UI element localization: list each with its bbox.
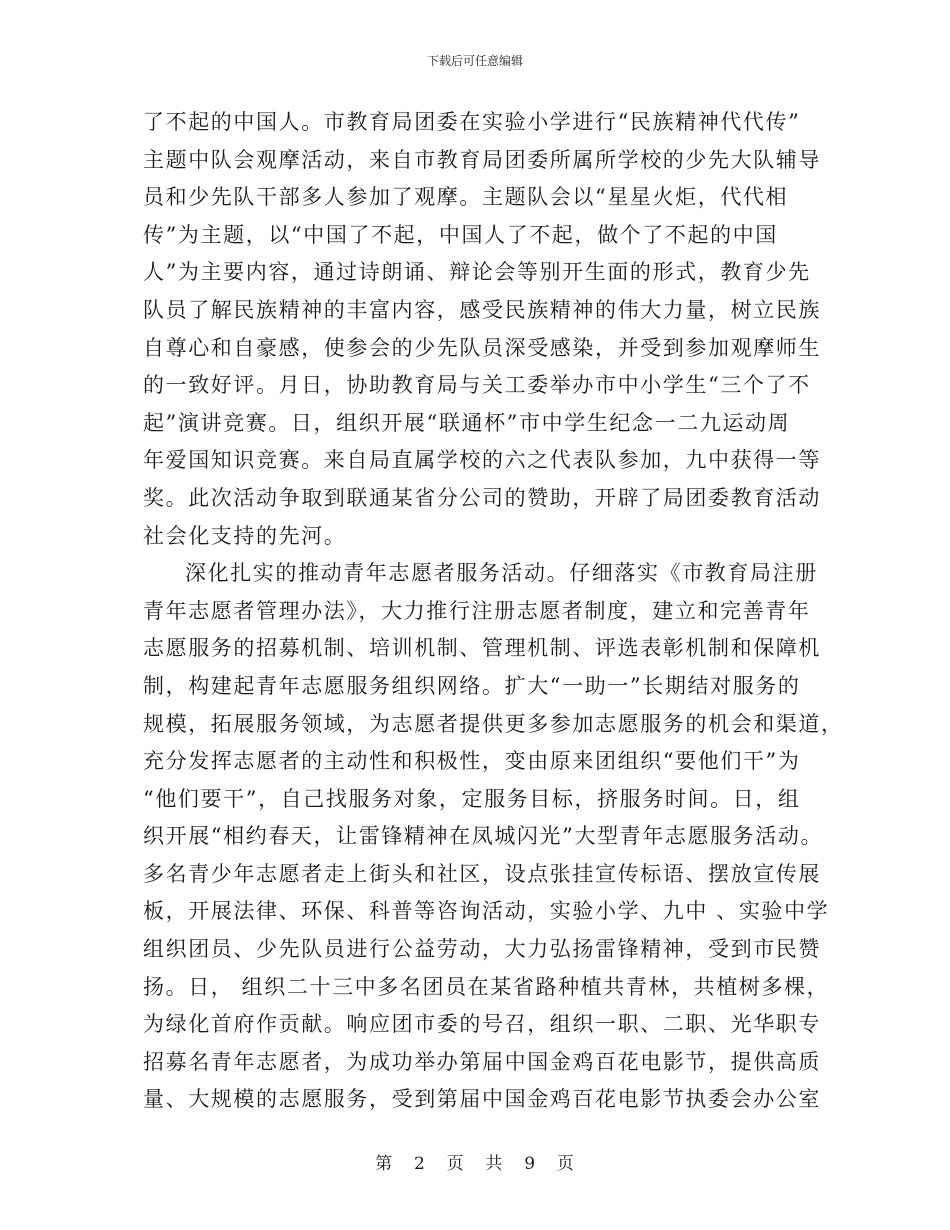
body-line: 奖。此次活动争取到联通某省分公司的赞助，开辟了局团委教育活动 bbox=[143, 485, 821, 510]
footer-total-word: 共 bbox=[485, 1154, 504, 1174]
header-text: 下载后可任意编辑 bbox=[426, 54, 523, 68]
body-line: 板，开展法律、环保、科普等咨询活动，实验小学、九中 、实验中学 bbox=[143, 899, 830, 924]
page-header bbox=[0, 53, 950, 69]
footer-suffix: 页 bbox=[556, 1154, 575, 1174]
body-line: “他们要干”，自己找服务对象，定服务目标，挤服务时间。日，组 bbox=[143, 786, 801, 811]
body-line: 组织团员、少先队员进行公益劳动，大力弘扬雷锋精神，受到市民赞 bbox=[143, 937, 821, 962]
body-line: 充分发挥志愿者的主动性和积极性，变由原来团组织“要他们干”为 bbox=[143, 749, 801, 774]
body-line: 人”为主要内容，通过诗朗诵、辩论会等别开生面的形式，教育少先 bbox=[143, 260, 811, 285]
total-pages-number: 9 bbox=[524, 1154, 537, 1174]
body-line: 扬。日， 组织二十三中多名团员在某省路种植共青林，共植树多棵， bbox=[143, 974, 830, 999]
body-line: 的一致好评。月日，协助教育局与关工委举办市中小学生“三个了不 bbox=[143, 373, 811, 398]
body-line: 织开展“相约春天，让雷锋精神在凤城闪光”大型青年志愿服务活动。 bbox=[143, 824, 824, 849]
body-line: 自尊心和自豪感，使参会的少先队员深受感染，并受到参加观摩师生 bbox=[143, 335, 821, 360]
body-line: 多名青少年志愿者走上街头和社区，设点张挂宣传标语、摆放宣传展 bbox=[143, 861, 821, 886]
body-line: 主题中队会观摩活动，来自市教育局团委所属所学校的少先大队辅导 bbox=[143, 147, 821, 172]
current-page-number: 2 bbox=[413, 1154, 426, 1174]
body-line: 员和少先队干部多人参加了观摩。主题队会以“星星火炬，代代相 bbox=[143, 185, 789, 210]
body-line: 为绿化首府作贡献。响应团市委的号召，组织一职、二职、光华职专 bbox=[143, 1012, 821, 1037]
body-line: 传”为主题，以“中国了不起，中国人了不起，做个了不起的中国 bbox=[143, 222, 778, 247]
body-line: 社会化支持的先河。 bbox=[143, 523, 347, 548]
body-line: 队员了解民族精神的丰富内容，感受民族精神的伟大力量，树立民族 bbox=[143, 297, 821, 322]
body-line: 招募名青年志愿者，为成功举办第届中国金鸡百花电影节，提供高质 bbox=[143, 1049, 821, 1074]
body-line: 规模，拓展服务领域，为志愿者提供更多参加志愿服务的机会和渠道， bbox=[143, 711, 844, 736]
paragraph-start-line: 深化扎实的推动青年志愿者服务活动。仔细落实《市教育局注册 bbox=[185, 561, 818, 586]
body-line: 制，构建起青年志愿服务组织网络。扩大“一助一”长期结对服务的 bbox=[143, 673, 801, 698]
page-number-footer bbox=[0, 1153, 950, 1175]
body-line: 青年志愿者管理办法》，大力推行注册志愿者制度，建立和完善青年 bbox=[143, 598, 811, 623]
footer-prefix: 第 bbox=[375, 1154, 394, 1174]
document-body bbox=[143, 104, 844, 1119]
body-line: 量、大规模的志愿服务，受到第届中国金鸡百花电影节执委会办公室 bbox=[143, 1087, 821, 1112]
body-line: 年爱国知识竞赛。来自局直属学校的六之代表队参加，九中获得一等 bbox=[143, 448, 821, 473]
body-line: 志愿服务的招募机制、培训机制、管理机制、评选表彰机制和保障机 bbox=[143, 636, 821, 661]
footer-page-word: 页 bbox=[446, 1154, 465, 1174]
body-line: 了不起的中国人。市教育局团委在实验小学进行“民族精神代代传” bbox=[143, 110, 801, 134]
body-line: 起”演讲竞赛。日，组织开展“联通杯”市中学生纪念一二九运动周 bbox=[143, 410, 791, 435]
